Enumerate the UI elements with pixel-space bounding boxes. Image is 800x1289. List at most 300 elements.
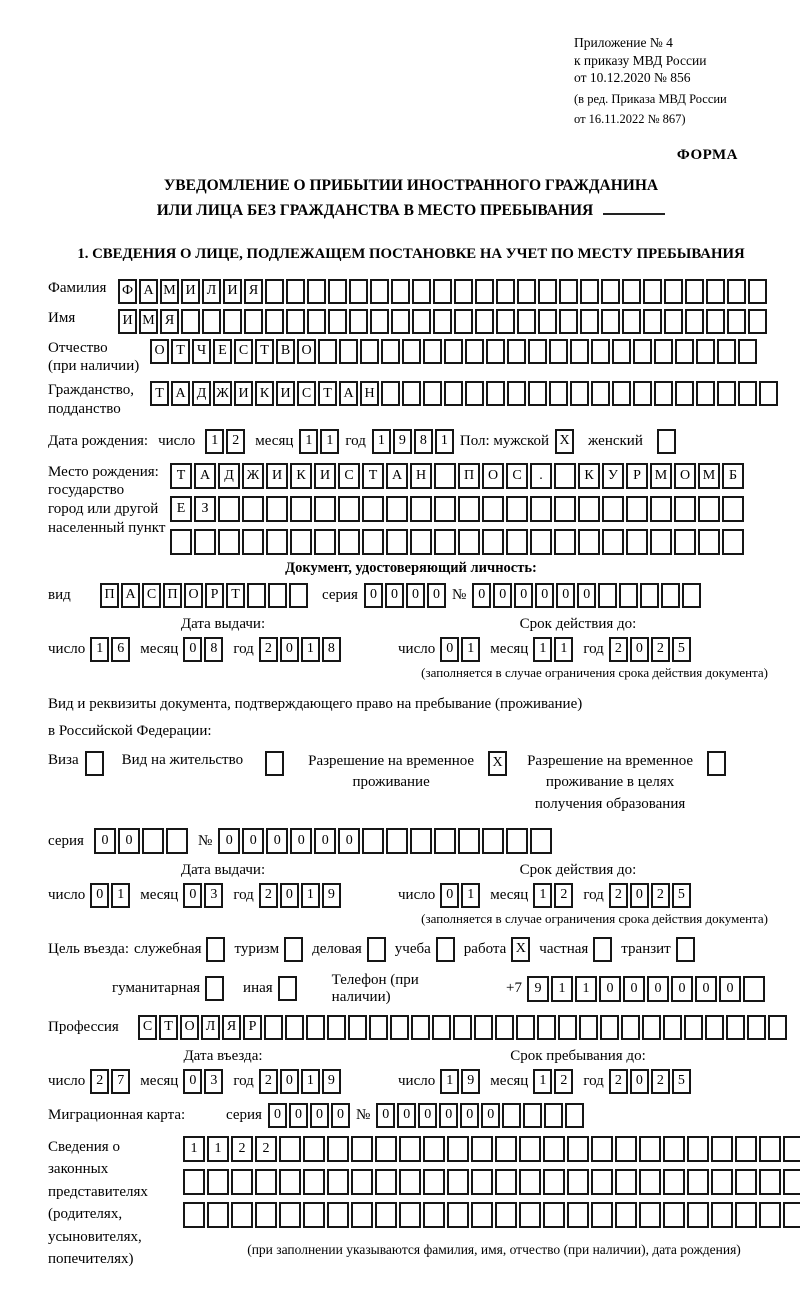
form-cell[interactable]: И bbox=[314, 463, 336, 489]
form-cell[interactable]: 1 bbox=[440, 1069, 459, 1094]
form-cell[interactable] bbox=[423, 1202, 445, 1228]
form-cell[interactable]: 0 bbox=[183, 883, 202, 908]
form-cell[interactable]: X bbox=[511, 937, 530, 962]
form-cell[interactable] bbox=[664, 309, 683, 334]
form-cell[interactable] bbox=[436, 937, 455, 962]
form-cell[interactable] bbox=[458, 828, 480, 854]
form-cell[interactable]: О bbox=[184, 583, 203, 608]
form-cell[interactable]: Я bbox=[222, 1015, 241, 1040]
form-cell[interactable]: М bbox=[160, 279, 179, 304]
form-cell[interactable] bbox=[381, 381, 400, 406]
form-cell[interactable] bbox=[349, 279, 368, 304]
form-cell[interactable] bbox=[289, 583, 308, 608]
form-cell[interactable]: Л bbox=[202, 279, 221, 304]
form-cell[interactable] bbox=[507, 339, 526, 364]
form-cell[interactable] bbox=[633, 339, 652, 364]
form-cell[interactable]: 6 bbox=[111, 637, 130, 662]
form-cell[interactable]: 1 bbox=[533, 637, 552, 662]
form-cell[interactable] bbox=[375, 1169, 397, 1195]
form-cell[interactable] bbox=[506, 828, 528, 854]
form-cell[interactable] bbox=[591, 381, 610, 406]
form-cell[interactable] bbox=[735, 1136, 757, 1162]
form-cell[interactable] bbox=[663, 1136, 685, 1162]
form-cell[interactable]: 0 bbox=[331, 1103, 350, 1128]
form-cell[interactable] bbox=[615, 1136, 637, 1162]
form-cell[interactable] bbox=[615, 1202, 637, 1228]
form-cell[interactable] bbox=[471, 1169, 493, 1195]
form-cell[interactable] bbox=[622, 309, 641, 334]
form-cell[interactable]: О bbox=[150, 339, 169, 364]
form-cell[interactable] bbox=[381, 339, 400, 364]
form-cell[interactable]: 0 bbox=[338, 828, 360, 854]
form-cell[interactable]: Н bbox=[410, 463, 432, 489]
form-cell[interactable] bbox=[206, 937, 225, 962]
form-cell[interactable]: Б bbox=[722, 463, 744, 489]
form-cell[interactable]: А bbox=[121, 583, 140, 608]
form-cell[interactable]: Р bbox=[626, 463, 648, 489]
form-cell[interactable] bbox=[663, 1169, 685, 1195]
form-cell[interactable]: Я bbox=[244, 279, 263, 304]
form-cell[interactable] bbox=[370, 279, 389, 304]
form-cell[interactable] bbox=[528, 381, 547, 406]
form-cell[interactable] bbox=[307, 279, 326, 304]
form-cell[interactable] bbox=[537, 1015, 556, 1040]
form-cell[interactable]: О bbox=[180, 1015, 199, 1040]
form-cell[interactable] bbox=[558, 1015, 577, 1040]
form-cell[interactable] bbox=[444, 381, 463, 406]
form-cell[interactable] bbox=[650, 496, 672, 522]
form-cell[interactable] bbox=[543, 1202, 565, 1228]
form-cell[interactable] bbox=[423, 1169, 445, 1195]
form-cell[interactable] bbox=[593, 937, 612, 962]
form-cell[interactable] bbox=[447, 1202, 469, 1228]
form-cell[interactable] bbox=[454, 309, 473, 334]
form-cell[interactable]: П bbox=[163, 583, 182, 608]
form-cell[interactable] bbox=[268, 583, 287, 608]
form-cell[interactable] bbox=[663, 1202, 685, 1228]
form-cell[interactable] bbox=[711, 1169, 733, 1195]
form-cell[interactable] bbox=[369, 1015, 388, 1040]
form-cell[interactable] bbox=[434, 463, 456, 489]
form-cell[interactable] bbox=[601, 279, 620, 304]
form-cell[interactable]: 0 bbox=[440, 637, 459, 662]
form-cell[interactable] bbox=[183, 1202, 205, 1228]
form-cell[interactable] bbox=[496, 309, 515, 334]
form-cell[interactable]: 0 bbox=[647, 976, 669, 1002]
form-cell[interactable] bbox=[307, 309, 326, 334]
form-cell[interactable] bbox=[444, 339, 463, 364]
form-cell[interactable]: 1 bbox=[90, 637, 109, 662]
form-cell[interactable] bbox=[619, 583, 638, 608]
form-cell[interactable] bbox=[482, 529, 504, 555]
form-cell[interactable]: У bbox=[602, 463, 624, 489]
form-cell[interactable] bbox=[591, 1169, 613, 1195]
form-cell[interactable]: 0 bbox=[556, 583, 575, 608]
form-cell[interactable] bbox=[706, 279, 725, 304]
form-cell[interactable] bbox=[286, 309, 305, 334]
form-cell[interactable]: А bbox=[386, 463, 408, 489]
form-cell[interactable] bbox=[626, 529, 648, 555]
form-cell[interactable]: 1 bbox=[207, 1136, 229, 1162]
form-cell[interactable] bbox=[639, 1202, 661, 1228]
form-cell[interactable]: 0 bbox=[266, 828, 288, 854]
form-cell[interactable]: 0 bbox=[90, 883, 109, 908]
form-cell[interactable] bbox=[612, 339, 631, 364]
form-cell[interactable]: О bbox=[297, 339, 316, 364]
form-cell[interactable] bbox=[465, 381, 484, 406]
form-cell[interactable] bbox=[218, 529, 240, 555]
form-cell[interactable] bbox=[242, 529, 264, 555]
form-cell[interactable] bbox=[706, 309, 725, 334]
form-cell[interactable]: 0 bbox=[314, 828, 336, 854]
form-cell[interactable] bbox=[783, 1169, 800, 1195]
form-cell[interactable]: Т bbox=[170, 463, 192, 489]
form-cell[interactable]: 2 bbox=[554, 883, 573, 908]
form-cell[interactable] bbox=[567, 1169, 589, 1195]
form-cell[interactable] bbox=[748, 309, 767, 334]
form-cell[interactable] bbox=[543, 1169, 565, 1195]
form-cell[interactable] bbox=[633, 381, 652, 406]
form-cell[interactable]: 0 bbox=[183, 637, 202, 662]
form-cell[interactable] bbox=[412, 309, 431, 334]
form-cell[interactable] bbox=[202, 309, 221, 334]
form-cell[interactable] bbox=[386, 828, 408, 854]
form-cell[interactable]: К bbox=[290, 463, 312, 489]
form-cell[interactable]: 1 bbox=[111, 883, 130, 908]
form-cell[interactable]: Т bbox=[255, 339, 274, 364]
form-cell[interactable]: В bbox=[276, 339, 295, 364]
form-cell[interactable] bbox=[674, 529, 696, 555]
form-cell[interactable]: Л bbox=[201, 1015, 220, 1040]
form-cell[interactable] bbox=[554, 529, 576, 555]
form-cell[interactable] bbox=[506, 529, 528, 555]
form-cell[interactable] bbox=[367, 937, 386, 962]
form-cell[interactable]: 1 bbox=[461, 883, 480, 908]
form-cell[interactable]: 9 bbox=[461, 1069, 480, 1094]
form-cell[interactable] bbox=[231, 1202, 253, 1228]
form-cell[interactable]: Е bbox=[213, 339, 232, 364]
form-cell[interactable] bbox=[458, 529, 480, 555]
form-cell[interactable] bbox=[519, 1202, 541, 1228]
form-cell[interactable] bbox=[517, 309, 536, 334]
form-cell[interactable]: X bbox=[488, 751, 507, 776]
form-cell[interactable]: 8 bbox=[414, 429, 433, 454]
form-cell[interactable] bbox=[482, 828, 504, 854]
form-cell[interactable] bbox=[264, 1015, 283, 1040]
form-cell[interactable] bbox=[166, 828, 188, 854]
form-cell[interactable] bbox=[327, 1015, 346, 1040]
form-cell[interactable]: 2 bbox=[259, 637, 278, 662]
form-cell[interactable]: 2 bbox=[609, 1069, 628, 1094]
form-cell[interactable] bbox=[580, 279, 599, 304]
form-cell[interactable] bbox=[567, 1136, 589, 1162]
form-cell[interactable] bbox=[664, 279, 683, 304]
form-cell[interactable] bbox=[495, 1015, 514, 1040]
form-cell[interactable] bbox=[643, 279, 662, 304]
form-cell[interactable]: 0 bbox=[310, 1103, 329, 1128]
form-cell[interactable] bbox=[783, 1202, 800, 1228]
form-cell[interactable] bbox=[85, 751, 104, 776]
form-cell[interactable] bbox=[290, 529, 312, 555]
form-cell[interactable]: 7 bbox=[111, 1069, 130, 1094]
form-cell[interactable]: 0 bbox=[630, 1069, 649, 1094]
form-cell[interactable]: С bbox=[338, 463, 360, 489]
form-cell[interactable] bbox=[338, 529, 360, 555]
form-cell[interactable]: 2 bbox=[651, 1069, 670, 1094]
form-cell[interactable]: 9 bbox=[527, 976, 549, 1002]
form-cell[interactable] bbox=[266, 529, 288, 555]
form-cell[interactable] bbox=[726, 1015, 745, 1040]
form-cell[interactable] bbox=[432, 1015, 451, 1040]
form-cell[interactable] bbox=[727, 309, 746, 334]
form-cell[interactable] bbox=[279, 1202, 301, 1228]
form-cell[interactable] bbox=[423, 339, 442, 364]
form-cell[interactable] bbox=[207, 1169, 229, 1195]
form-cell[interactable] bbox=[544, 1103, 563, 1128]
form-cell[interactable] bbox=[661, 583, 680, 608]
form-cell[interactable] bbox=[578, 496, 600, 522]
form-cell[interactable] bbox=[447, 1136, 469, 1162]
form-cell[interactable]: 2 bbox=[651, 883, 670, 908]
form-cell[interactable]: 0 bbox=[118, 828, 140, 854]
form-cell[interactable] bbox=[559, 279, 578, 304]
form-cell[interactable] bbox=[591, 339, 610, 364]
form-cell[interactable] bbox=[640, 583, 659, 608]
form-cell[interactable] bbox=[290, 496, 312, 522]
form-cell[interactable] bbox=[502, 1103, 521, 1128]
form-cell[interactable]: 1 bbox=[320, 429, 339, 454]
form-cell[interactable]: 1 bbox=[554, 637, 573, 662]
form-cell[interactable] bbox=[434, 828, 456, 854]
form-cell[interactable] bbox=[328, 279, 347, 304]
form-cell[interactable] bbox=[386, 529, 408, 555]
form-cell[interactable]: 2 bbox=[259, 1069, 278, 1094]
form-cell[interactable] bbox=[567, 1202, 589, 1228]
form-cell[interactable]: О bbox=[674, 463, 696, 489]
form-cell[interactable] bbox=[768, 1015, 787, 1040]
form-cell[interactable]: 1 bbox=[372, 429, 391, 454]
form-cell[interactable]: Д bbox=[218, 463, 240, 489]
form-cell[interactable]: 1 bbox=[533, 883, 552, 908]
form-cell[interactable]: 3 bbox=[204, 1069, 223, 1094]
form-cell[interactable] bbox=[194, 529, 216, 555]
form-cell[interactable] bbox=[370, 309, 389, 334]
form-cell[interactable]: И bbox=[276, 381, 295, 406]
form-cell[interactable] bbox=[711, 1136, 733, 1162]
form-cell[interactable]: 9 bbox=[322, 883, 341, 908]
form-cell[interactable] bbox=[698, 529, 720, 555]
form-cell[interactable] bbox=[517, 279, 536, 304]
form-cell[interactable] bbox=[663, 1015, 682, 1040]
form-cell[interactable] bbox=[707, 751, 726, 776]
form-cell[interactable]: 1 bbox=[205, 429, 224, 454]
form-cell[interactable] bbox=[507, 381, 526, 406]
form-cell[interactable] bbox=[675, 339, 694, 364]
form-cell[interactable] bbox=[265, 309, 284, 334]
form-cell[interactable] bbox=[519, 1169, 541, 1195]
form-cell[interactable]: Р bbox=[205, 583, 224, 608]
form-cell[interactable] bbox=[265, 751, 284, 776]
form-cell[interactable]: 9 bbox=[393, 429, 412, 454]
form-cell[interactable] bbox=[496, 279, 515, 304]
form-cell[interactable] bbox=[349, 309, 368, 334]
form-cell[interactable] bbox=[223, 309, 242, 334]
form-cell[interactable] bbox=[738, 381, 757, 406]
form-cell[interactable]: 0 bbox=[630, 883, 649, 908]
form-cell[interactable]: 0 bbox=[427, 583, 446, 608]
form-cell[interactable]: 1 bbox=[533, 1069, 552, 1094]
form-cell[interactable]: 2 bbox=[609, 637, 628, 662]
form-cell[interactable]: 5 bbox=[672, 1069, 691, 1094]
form-cell[interactable] bbox=[458, 496, 480, 522]
form-cell[interactable] bbox=[410, 828, 432, 854]
form-cell[interactable] bbox=[423, 381, 442, 406]
form-cell[interactable]: 0 bbox=[280, 883, 299, 908]
form-cell[interactable] bbox=[351, 1169, 373, 1195]
form-cell[interactable]: 0 bbox=[385, 583, 404, 608]
form-cell[interactable] bbox=[654, 339, 673, 364]
form-cell[interactable] bbox=[402, 381, 421, 406]
form-cell[interactable] bbox=[612, 381, 631, 406]
form-cell[interactable] bbox=[685, 309, 704, 334]
form-cell[interactable] bbox=[327, 1136, 349, 1162]
form-cell[interactable] bbox=[676, 937, 695, 962]
form-cell[interactable] bbox=[675, 381, 694, 406]
form-cell[interactable] bbox=[278, 976, 297, 1001]
form-cell[interactable] bbox=[783, 1136, 800, 1162]
form-cell[interactable] bbox=[495, 1136, 517, 1162]
form-cell[interactable] bbox=[447, 1169, 469, 1195]
form-cell[interactable]: С bbox=[506, 463, 528, 489]
form-cell[interactable] bbox=[698, 496, 720, 522]
form-cell[interactable]: Т bbox=[318, 381, 337, 406]
form-cell[interactable]: Р bbox=[243, 1015, 262, 1040]
form-cell[interactable]: З bbox=[194, 496, 216, 522]
form-cell[interactable] bbox=[285, 1015, 304, 1040]
form-cell[interactable]: 0 bbox=[218, 828, 240, 854]
form-cell[interactable]: И bbox=[223, 279, 242, 304]
form-cell[interactable] bbox=[717, 381, 736, 406]
form-cell[interactable] bbox=[565, 1103, 584, 1128]
form-cell[interactable]: . bbox=[530, 463, 552, 489]
form-cell[interactable]: 3 bbox=[204, 883, 223, 908]
form-cell[interactable]: 1 bbox=[299, 429, 318, 454]
form-cell[interactable] bbox=[684, 1015, 703, 1040]
form-cell[interactable]: И bbox=[234, 381, 253, 406]
form-cell[interactable] bbox=[759, 1202, 781, 1228]
form-cell[interactable] bbox=[475, 309, 494, 334]
form-cell[interactable] bbox=[338, 496, 360, 522]
form-cell[interactable] bbox=[399, 1169, 421, 1195]
form-cell[interactable]: 0 bbox=[242, 828, 264, 854]
form-cell[interactable] bbox=[391, 309, 410, 334]
form-cell[interactable] bbox=[375, 1202, 397, 1228]
form-cell[interactable] bbox=[362, 496, 384, 522]
form-cell[interactable] bbox=[142, 828, 164, 854]
form-cell[interactable]: 1 bbox=[575, 976, 597, 1002]
form-cell[interactable]: 9 bbox=[322, 1069, 341, 1094]
form-cell[interactable]: 0 bbox=[630, 637, 649, 662]
form-cell[interactable] bbox=[495, 1202, 517, 1228]
form-cell[interactable]: Т bbox=[226, 583, 245, 608]
form-cell[interactable] bbox=[482, 496, 504, 522]
form-cell[interactable] bbox=[242, 496, 264, 522]
form-cell[interactable] bbox=[578, 529, 600, 555]
form-cell[interactable] bbox=[657, 429, 676, 454]
form-cell[interactable]: А bbox=[194, 463, 216, 489]
form-cell[interactable] bbox=[327, 1169, 349, 1195]
form-cell[interactable] bbox=[375, 1136, 397, 1162]
form-cell[interactable] bbox=[314, 496, 336, 522]
form-cell[interactable] bbox=[687, 1202, 709, 1228]
form-cell[interactable] bbox=[328, 309, 347, 334]
form-cell[interactable]: С bbox=[142, 583, 161, 608]
form-cell[interactable] bbox=[696, 339, 715, 364]
form-cell[interactable]: А bbox=[339, 381, 358, 406]
form-cell[interactable] bbox=[639, 1169, 661, 1195]
form-cell[interactable]: 0 bbox=[440, 883, 459, 908]
form-cell[interactable] bbox=[654, 381, 673, 406]
form-cell[interactable] bbox=[411, 1015, 430, 1040]
form-cell[interactable] bbox=[674, 496, 696, 522]
form-cell[interactable] bbox=[530, 529, 552, 555]
form-cell[interactable]: Ж bbox=[213, 381, 232, 406]
form-cell[interactable] bbox=[591, 1202, 613, 1228]
form-cell[interactable] bbox=[738, 339, 757, 364]
form-cell[interactable]: 0 bbox=[472, 583, 491, 608]
form-cell[interactable] bbox=[687, 1169, 709, 1195]
form-cell[interactable] bbox=[360, 339, 379, 364]
form-cell[interactable] bbox=[266, 496, 288, 522]
form-cell[interactable]: С bbox=[297, 381, 316, 406]
form-cell[interactable] bbox=[412, 279, 431, 304]
form-cell[interactable] bbox=[747, 1015, 766, 1040]
form-cell[interactable] bbox=[433, 309, 452, 334]
form-cell[interactable] bbox=[600, 1015, 619, 1040]
form-cell[interactable] bbox=[231, 1169, 253, 1195]
form-cell[interactable] bbox=[339, 339, 358, 364]
form-cell[interactable] bbox=[327, 1202, 349, 1228]
form-cell[interactable] bbox=[265, 279, 284, 304]
form-cell[interactable]: 5 bbox=[672, 637, 691, 662]
form-cell[interactable] bbox=[538, 279, 557, 304]
form-cell[interactable] bbox=[471, 1136, 493, 1162]
form-cell[interactable]: 1 bbox=[461, 637, 480, 662]
form-cell[interactable]: Ч bbox=[192, 339, 211, 364]
form-cell[interactable] bbox=[351, 1202, 373, 1228]
form-cell[interactable]: П bbox=[458, 463, 480, 489]
form-cell[interactable] bbox=[205, 976, 224, 1001]
form-cell[interactable] bbox=[399, 1136, 421, 1162]
form-cell[interactable]: 0 bbox=[289, 1103, 308, 1128]
form-cell[interactable] bbox=[748, 279, 767, 304]
form-cell[interactable]: Ж bbox=[242, 463, 264, 489]
form-cell[interactable]: 0 bbox=[364, 583, 383, 608]
form-cell[interactable]: К bbox=[255, 381, 274, 406]
form-cell[interactable] bbox=[523, 1103, 542, 1128]
form-cell[interactable]: Ф bbox=[118, 279, 137, 304]
form-cell[interactable] bbox=[705, 1015, 724, 1040]
form-cell[interactable] bbox=[279, 1136, 301, 1162]
form-cell[interactable] bbox=[474, 1015, 493, 1040]
form-cell[interactable] bbox=[495, 1169, 517, 1195]
form-cell[interactable]: Т bbox=[150, 381, 169, 406]
form-cell[interactable]: 0 bbox=[481, 1103, 500, 1128]
form-cell[interactable] bbox=[622, 279, 641, 304]
form-cell[interactable]: Н bbox=[360, 381, 379, 406]
form-cell[interactable]: 1 bbox=[301, 883, 320, 908]
form-cell[interactable]: 1 bbox=[301, 1069, 320, 1094]
